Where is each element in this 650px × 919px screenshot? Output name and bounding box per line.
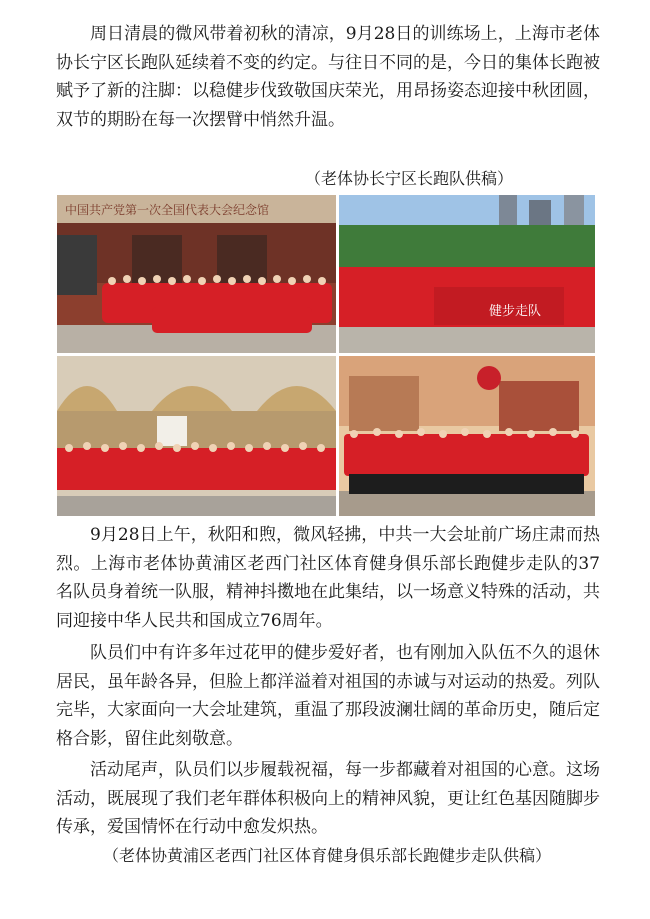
photo-group-arched-building xyxy=(57,356,336,516)
photo-group-memorial-hall xyxy=(57,195,336,353)
caption-changning: （老体协长宁区长跑队供稿） xyxy=(305,169,514,188)
photo-group-party-mural xyxy=(339,356,595,516)
photo-banner-text: 中国共产党第一次全国代表大会纪念馆 xyxy=(65,203,270,217)
paragraph-2: 9月28日上午，秋阳和煦，微风轻拂，中共一大会址前广场庄肃而热烈。上海市老体协黄浦区老西门社区体育健身俱乐部长跑健步走队的37名队员身着统一队服，精神抖擞地在此集结，以一场意义特殊的活动，共同迎接中华人民共和国成立76周年。 xyxy=(56,525,600,631)
paragraph-3: 队员们中有许多年过花甲的健步爱好者，也有刚加入队伍不久的退休居民，虽年龄各异，但脸上都洋溢着对祖国的赤诚与对运动的热爱。列队完毕，大家面向一大会址建筑，重温了那段波澜壮阔的革命历史，随后定格合影，留住此刻敬意。 xyxy=(56,643,600,749)
paragraph-1: 周日清晨的微风带着初秋的清凉，9月28日的训练场上，上海市老体协长宁区长跑队延续着不变的约定。与往日不同的是，今日的集体长跑被赋予了新的注脚：以稳健步伐致敬国庆荣光，用昂扬姿态迎接中秋团圆，双节的期盼在每一次摆臂中悄然升温。 xyxy=(56,24,600,130)
paragraph-4: 活动尾声，队员们以步履载祝福，每一步都藏着对祖国的心意。这场活动，既展现了我们老年群体积极向上的精神风貌，更让红色基因随脚步传承，爱国情怀在行动中愈发炽热。 xyxy=(56,760,600,837)
photo-group-riverside-banner xyxy=(339,195,595,353)
photo-banner-text-team: 健步走队 xyxy=(489,304,542,319)
caption-huangpu: （老体协黄浦区老西门社区体育健身俱乐部长跑健步走队供稿） xyxy=(103,846,552,865)
